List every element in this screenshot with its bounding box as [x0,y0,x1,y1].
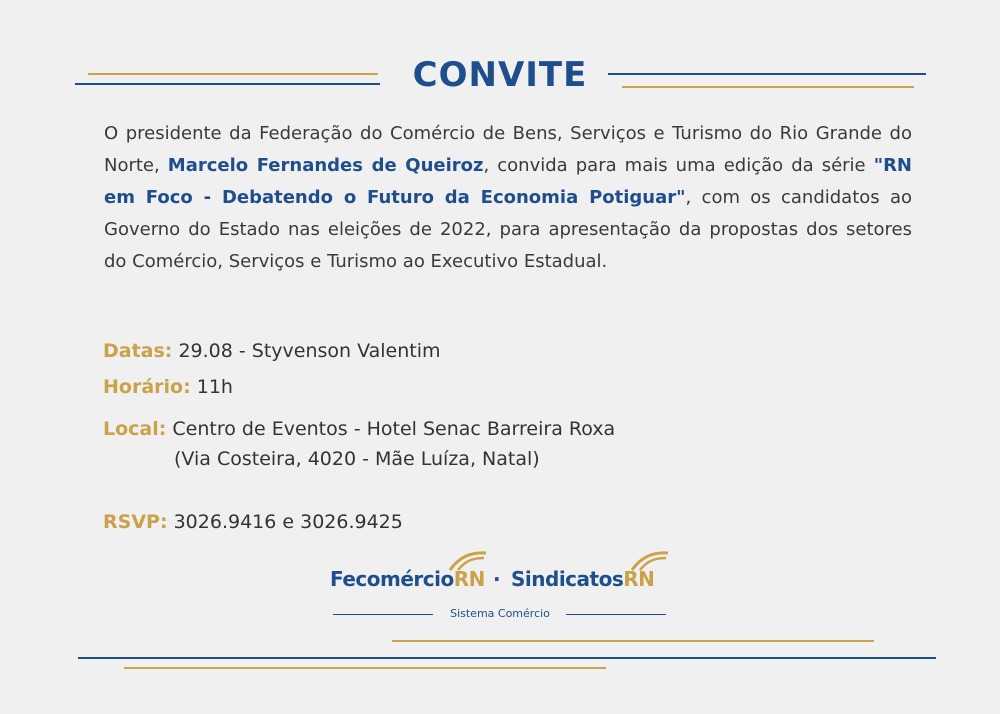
place-line-1: Centro de Eventos - Hotel Senac Barreira Roxa [172,418,616,440]
place-line-2: (Via Costeira, 4020 - Mãe Luíza, Natal) [174,448,540,470]
logo-separator: · [493,567,501,591]
place-row [103,414,615,474]
time-label: Horário: [103,376,191,398]
invitation-paragraph [104,118,912,278]
sistema-comercio-tagline: Sistema Comércio [450,607,550,620]
footer-line-gold-upper [392,640,874,642]
series-name: "RN em Foco - Debatendo o Futuro da Economia Potiguar" [104,155,912,208]
footer-logos [330,548,670,598]
fecomercio-logo [330,567,485,591]
dates-row [103,340,441,362]
rsvp-label: RSVP: [103,511,168,533]
rsvp-value: 3026.9416 e 3026.9425 [173,511,403,533]
paragraph-text-3: , com os candidatos ao Governo do Estado nas eleições de 2022, para apresentação da propostas dos setores do Comércio, Serviços e Turismo ao Executivo Estadual. [104,187,913,272]
place-label: Local: [103,418,167,440]
footer-line-blue [78,657,936,659]
fecomercio-logo-rn: RN [453,567,485,591]
rsvp-row [103,511,403,533]
footer-line-gold-lower [124,667,606,669]
time-row [103,376,233,398]
fecomercio-logo-name: Fecomércio [330,567,454,591]
tagline-line-right [566,614,666,615]
time-value: 11h [196,376,233,398]
sindicatos-logo [511,567,654,591]
paragraph-text-1: O presidente da Federação do Comércio de Bens, Serviços e Turismo do Rio Grande do Norte, [104,123,912,176]
sindicatos-logo-name: Sindicatos [511,567,624,591]
dates-value: 29.08 - Styvenson Valentim [178,340,441,362]
dates-label: Datas: [103,340,173,362]
president-name: Marcelo Fernandes de Queiroz [167,155,484,176]
paragraph-text-2: , convida para mais uma edição da série [483,155,874,176]
page-title: CONVITE [412,55,588,95]
sindicatos-logo-rn: RN [623,567,655,591]
